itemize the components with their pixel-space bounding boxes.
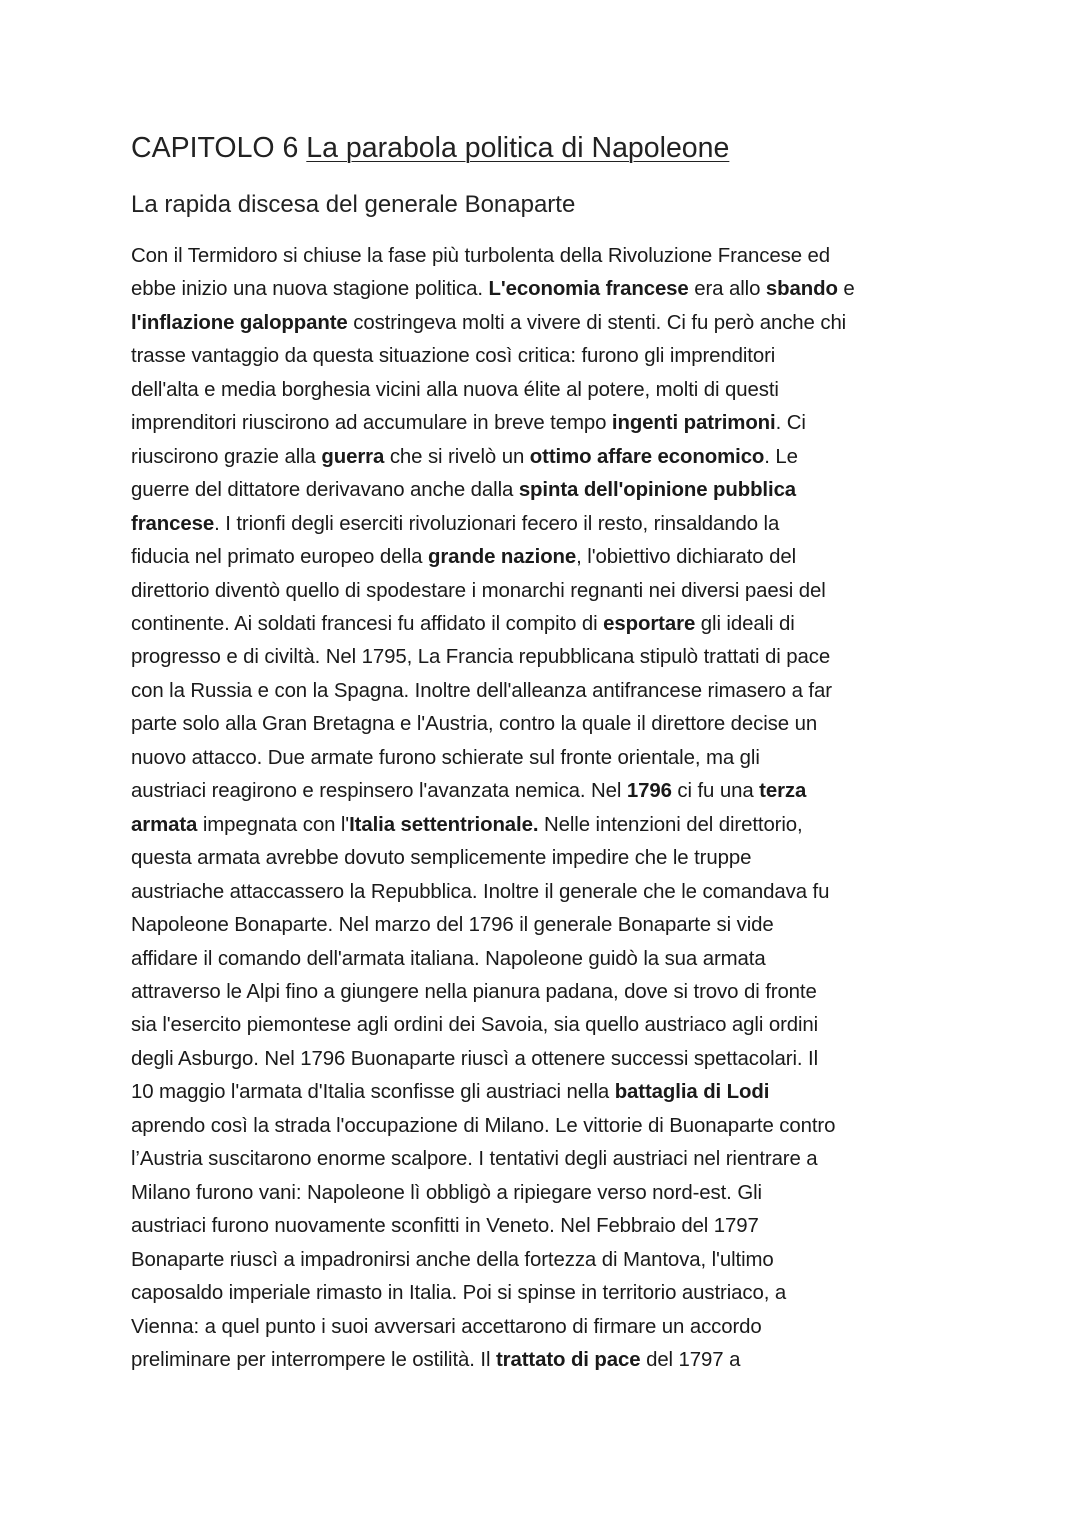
text-line — [131, 1143, 1031, 1176]
text-run: caposaldo imperiale rimasto in Italia. Poi si spinse in territorio austriaco, a — [131, 1282, 787, 1305]
text-line — [131, 842, 1031, 875]
body-paragraph — [131, 240, 1031, 1377]
bold-text: spinta dell'opinione pubblica — [518, 479, 797, 502]
text-line — [131, 641, 1031, 674]
bold-text: ottimo affare economico — [529, 445, 765, 468]
text-line — [131, 307, 1031, 340]
bold-text: Italia settentrionale. — [349, 813, 539, 836]
text-line — [131, 708, 1031, 741]
text-line — [131, 474, 1031, 507]
text-run: questa armata avrebbe dovuto semplicemente impedire che le truppe — [131, 847, 752, 870]
text-line — [131, 675, 1031, 708]
text-run: affidare il comando dell'armata italiana. Napoleone guidò la sua armata — [131, 947, 766, 970]
bold-text: ingenti patrimoni — [611, 412, 776, 435]
bold-text: 1796 — [626, 780, 672, 803]
text-run: sia l'esercito piemontese agli ordini dei Savoia, sia quello austriaco agli ordini — [131, 1014, 819, 1037]
text-run: guerre del dittatore derivavano anche dalla — [131, 479, 519, 502]
bold-text: armata — [131, 813, 198, 836]
text-run: preliminare per interrompere le ostilità. Il — [131, 1348, 496, 1371]
text-line — [131, 1277, 1031, 1310]
text-line — [131, 407, 1031, 440]
bold-text: grande nazione — [427, 546, 577, 569]
bold-text: guerra — [321, 445, 385, 468]
text-run: parte solo alla Gran Bretagna e l'Austria, contro la quale il direttore decise un — [131, 713, 818, 736]
text-line — [131, 876, 1031, 909]
text-line — [131, 775, 1031, 808]
text-run: Bonaparte riuscì a impadronirsi anche della fortezza di Mantova, l'ultimo — [131, 1248, 774, 1271]
text-run: era allo — [688, 278, 766, 301]
text-line — [131, 273, 1031, 306]
text-line — [131, 943, 1031, 976]
text-run: del 1797 a — [640, 1348, 741, 1371]
text-run: l’Austria suscitarono enorme scalpore. I tentativi degli austriaci nel rientrare a — [131, 1148, 818, 1171]
text-line — [131, 240, 1031, 273]
text-run: austriache attaccassero la Repubblica. Inoltre il generale che le comandava fu — [131, 880, 830, 903]
bold-text: sbando — [765, 278, 838, 301]
text-run: fiducia nel primato europeo della — [131, 546, 428, 569]
text-line — [131, 575, 1031, 608]
text-run: costringeva molti a vivere di stenti. Ci fu però anche chi — [347, 311, 847, 334]
bold-text: battaglia di Lodi — [614, 1081, 770, 1104]
text-run: Con il Termidoro si chiuse la fase più turbolenta della Rivoluzione Francese ed — [131, 245, 830, 267]
text-run: trasse vantaggio da questa situazione così critica: furono gli imprenditori — [131, 345, 776, 368]
text-line — [131, 809, 1031, 842]
text-line — [131, 441, 1031, 474]
text-run: . I trionfi degli eserciti rivoluzionari fecero il resto, rinsaldando la — [214, 512, 780, 535]
text-run: attraverso le Alpi fino a giungere nella pianura padana, dove si trovo di fronte — [131, 980, 817, 1003]
text-run: impegnata con l' — [197, 813, 350, 836]
text-run: che si rivelò un — [384, 445, 530, 468]
chapter-title: La parabola politica di Napoleone — [306, 132, 730, 164]
text-run: riuscirono grazie alla — [131, 445, 322, 468]
bold-text: L'economia francese — [488, 278, 689, 301]
text-run: progresso e di civiltà. Nel 1795, La Francia repubblicana stipulò trattati di pace — [131, 646, 831, 669]
text-run: Napoleone Bonaparte. Nel marzo del 1796 il generale Bonaparte si vide — [131, 914, 774, 937]
bold-text: trattato di pace — [495, 1348, 641, 1371]
chapter-number: CAPITOLO 6 — [131, 132, 299, 164]
text-run: e — [837, 278, 855, 301]
bold-text: francese — [131, 512, 215, 535]
text-run: direttorio diventò quello di spodestare i monarchi regnanti nei diversi paesi del — [131, 579, 826, 602]
text-line — [131, 1009, 1031, 1042]
text-line — [131, 976, 1031, 1009]
text-line — [131, 608, 1031, 641]
text-line — [131, 541, 1031, 574]
text-line — [131, 508, 1031, 541]
text-line — [131, 1210, 1031, 1243]
text-run: 10 maggio l'armata d'Italia sconfisse gli austriaci nella — [131, 1081, 615, 1104]
text-run: Vienna: a quel punto i suoi avversari accettarono di firmare un accordo — [131, 1315, 762, 1338]
text-run: . Ci — [775, 412, 806, 435]
text-line — [131, 1311, 1031, 1344]
text-run: austriaci furono nuovamente sconfitti in Veneto. Nel Febbraio del 1797 — [131, 1215, 759, 1238]
text-line — [131, 1177, 1031, 1210]
text-run: Milano furono vani: Napoleone lì obbligò a ripiegare verso nord-est. Gli — [131, 1181, 762, 1204]
text-run: con la Russia e con la Spagna. Inoltre dell'alleanza antifrancese rimasero a far — [131, 679, 832, 702]
text-run: , l'obiettivo dichiarato del — [576, 546, 796, 569]
text-run: ci fu una — [671, 780, 760, 803]
text-line — [131, 1244, 1031, 1277]
text-line — [131, 1043, 1031, 1076]
text-line — [131, 1110, 1031, 1143]
text-run: imprenditori riuscirono ad accumulare in breve tempo — [131, 412, 612, 435]
text-run: dell'alta e media borghesia vicini alla nuova élite al potere, molti di questi — [131, 378, 779, 401]
chapter-heading — [131, 132, 729, 165]
bold-text: esportare — [603, 612, 696, 635]
text-line — [131, 1344, 1031, 1377]
text-run: gli ideali di — [695, 612, 795, 635]
text-run: continente. Ai soldati francesi fu affidato il compito di — [131, 612, 604, 635]
text-run: degli Asburgo. Nel 1796 Buonaparte riuscì a ottenere successi spettacolari. Il — [131, 1047, 819, 1070]
text-run: ebbe inizio una nuova stagione politica. — [131, 278, 489, 301]
text-line — [131, 340, 1031, 373]
text-run: austriaci reagirono e respinsero l'avanzata nemica. Nel — [131, 780, 627, 803]
text-run: . Le — [764, 445, 798, 468]
text-line — [131, 909, 1031, 942]
text-run: Nelle intenzioni del direttorio, — [538, 813, 803, 836]
section-title: La rapida discesa del generale Bonaparte — [131, 191, 576, 218]
text-line — [131, 374, 1031, 407]
text-run: aprendo così la strada l'occupazione di Milano. Le vittorie di Buonaparte contro — [131, 1114, 836, 1137]
bold-text: l'inflazione galoppante — [131, 311, 348, 334]
text-line — [131, 742, 1031, 775]
text-line — [131, 1076, 1031, 1109]
bold-text: terza — [759, 780, 807, 803]
text-run: nuovo attacco. Due armate furono schierate sul fronte orientale, ma gli — [131, 746, 760, 769]
